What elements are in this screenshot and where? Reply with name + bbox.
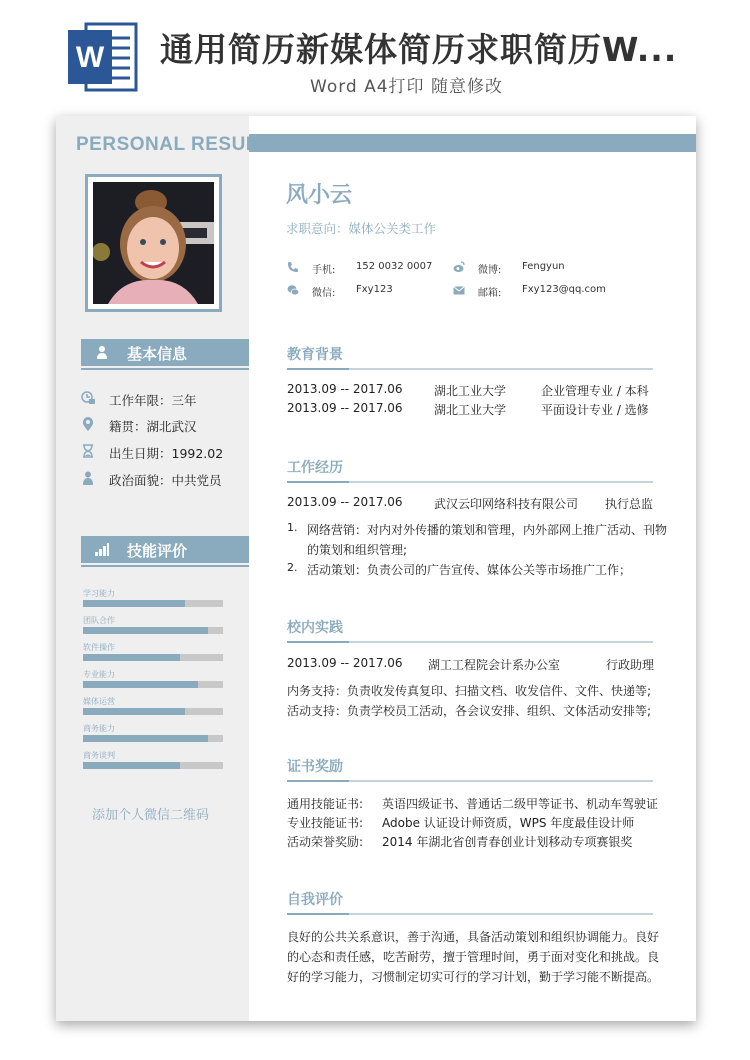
- briefcase-icon: [81, 391, 95, 405]
- skill-label: 团队合作: [83, 616, 115, 625]
- skill-bar: [83, 654, 223, 661]
- cert-row-2-label: 专业技能证书:: [287, 816, 364, 830]
- skill-label: 专业能力: [83, 670, 115, 679]
- certs-divider: [287, 780, 653, 782]
- certs-title: 证书奖励: [287, 759, 343, 775]
- edu-row-2-major: 平面设计专业 / 选修: [541, 403, 649, 417]
- word-icon: [68, 20, 138, 94]
- skill-bar: [83, 627, 223, 634]
- campus-divider: [287, 641, 653, 643]
- contact-wechat-value: Fxy123: [356, 284, 393, 295]
- work-item-1-line1: 网络营销：对内对外传播的策划和管理，内外部网上推广活动、刊物: [307, 523, 668, 537]
- contact-weibo-label: 微博:: [478, 265, 502, 276]
- campus-line-2: 活动支持：负责学校员工活动，各会议安排、组织、文体活动安排等;: [287, 704, 652, 718]
- skill-bar-fill: [83, 762, 180, 769]
- campus-period: 2013.09 -- 2017.06: [287, 656, 403, 670]
- work-item-1-line2: 的策划和组织管理;: [307, 543, 408, 557]
- self-eval-line-2: 的心态和责任感，吃苦耐劳，擅于管理时间，勇于面对变化和挑战。良: [287, 950, 660, 964]
- basic-info-heading: [81, 339, 249, 366]
- weibo-icon: [453, 261, 465, 273]
- header-bar: [249, 134, 696, 152]
- skills-heading: [81, 536, 249, 563]
- hourglass-icon: [81, 444, 95, 458]
- edu-row-2-period: 2013.09 -- 2017.06: [287, 401, 403, 415]
- skill-label: 商务谈判: [83, 751, 115, 760]
- info-origin-text: 籍贯：湖北武汉: [109, 419, 197, 434]
- work-company: 武汉云印网络科技有限公司: [434, 497, 579, 511]
- skill-bar-fill: [83, 627, 208, 634]
- work-divider: [287, 481, 653, 483]
- edu-row-1-school: 湖北工业大学: [434, 384, 507, 398]
- location-pin-icon: [81, 417, 95, 431]
- contact-wechat-label: 微信:: [312, 288, 336, 299]
- basic-info-divider: [81, 368, 249, 370]
- edu-row-2-school: 湖北工业大学: [434, 403, 507, 417]
- skill-bar: [83, 681, 223, 688]
- contact-email-label: 邮箱:: [478, 288, 502, 299]
- user-icon: [95, 345, 109, 359]
- campus-title: 校内实践: [287, 620, 343, 636]
- skill-bar-fill: [83, 681, 198, 688]
- phone-icon: [287, 261, 299, 273]
- contact-weibo-value: Fengyun: [522, 261, 565, 272]
- info-political-text: 政治面貌：中共党员: [109, 473, 222, 488]
- wechat-icon: [287, 284, 299, 296]
- svg-text:W: W: [75, 41, 105, 74]
- profile-photo: [93, 182, 214, 304]
- job-intent: 求职意向：媒体公关类工作: [286, 221, 437, 236]
- skills-title: 技能评价: [127, 542, 188, 560]
- skill-bar: [83, 762, 223, 769]
- document-title: 通用简历新媒体简历求职简历W...: [160, 30, 678, 69]
- edu-row-1-period: 2013.09 -- 2017.06: [287, 382, 403, 396]
- qr-code-placeholder: 添加个人微信二维码: [92, 808, 210, 823]
- cert-row-2-value: Adobe 认证设计师资质，WPS 年度最佳设计师: [382, 816, 635, 830]
- skill-bar-fill: [83, 654, 180, 661]
- skills-divider: [81, 565, 249, 567]
- info-birth-text: 出生日期：1992.02: [109, 446, 224, 461]
- self-eval-line-1: 良好的公共关系意识，善于沟通，具备活动策划和组织协调能力。良好: [287, 930, 660, 944]
- skill-bar-fill: [83, 708, 185, 715]
- basic-info-title: 基本信息: [127, 345, 188, 363]
- contact-phone-label: 手机:: [312, 265, 336, 276]
- info-work-years-text: 工作年限：三年: [109, 393, 197, 408]
- profile-photo-frame: [85, 174, 222, 312]
- cert-row-3-value: 2014 年湖北省创青春创业计划移动专项赛银奖: [382, 835, 633, 849]
- education-divider: [287, 368, 653, 370]
- mail-icon: [453, 284, 465, 296]
- work-item-1-num: 1.: [287, 521, 298, 534]
- document-subtitle: Word A4打印 随意修改: [310, 77, 503, 97]
- work-role: 执行总监: [605, 497, 654, 511]
- bar-chart-icon: [95, 542, 109, 556]
- skill-label: 商务能力: [83, 724, 115, 733]
- contact-email-value: Fxy123@qq.com: [522, 284, 606, 295]
- skill-label: 媒体运营: [83, 697, 115, 706]
- campus-role: 行政助理: [606, 658, 655, 672]
- campus-org: 湖工工程院会计系办公室: [428, 658, 561, 672]
- skill-bar-fill: [83, 600, 185, 607]
- self-eval-title: 自我评价: [287, 892, 343, 908]
- edu-row-1-major: 企业管理专业 / 本科: [541, 384, 649, 398]
- work-title: 工作经历: [287, 460, 343, 476]
- resume-page: [56, 116, 696, 1021]
- resume-label: PERSONAL RESUME: [76, 134, 276, 155]
- self-eval-line-3: 好的学习能力，习惯制定切实可行的学习计划，勤于学习能不断提高。: [287, 970, 660, 984]
- work-item-2-line1: 活动策划：负责公司的广告宣传、媒体公关等市场推广工作；: [307, 563, 632, 577]
- self-eval-divider: [287, 913, 653, 915]
- skill-bar: [83, 735, 223, 742]
- skill-bar-fill: [83, 735, 208, 742]
- skill-label: 学习能力: [83, 589, 115, 598]
- cert-row-1-value: 英语四级证书、普通话二级甲等证书、机动车驾驶证: [382, 797, 659, 811]
- skill-bar: [83, 708, 223, 715]
- cert-row-3-label: 活动荣誉奖励:: [287, 835, 364, 849]
- campus-line-1: 内务支持：负责收发传真复印、扫描文档、收发信件、文件、快递等;: [287, 684, 652, 698]
- skill-label: 软件操作: [83, 643, 115, 652]
- skill-bar: [83, 600, 223, 607]
- education-title: 教育背景: [287, 347, 343, 363]
- cert-row-1-label: 通用技能证书:: [287, 797, 364, 811]
- contact-phone-value: 152 0032 0007: [356, 261, 433, 272]
- candidate-name: 风小云: [286, 183, 353, 208]
- work-item-2-num: 2.: [287, 561, 298, 574]
- work-period: 2013.09 -- 2017.06: [287, 495, 403, 509]
- person-icon: [81, 471, 95, 485]
- page-header: [0, 0, 750, 112]
